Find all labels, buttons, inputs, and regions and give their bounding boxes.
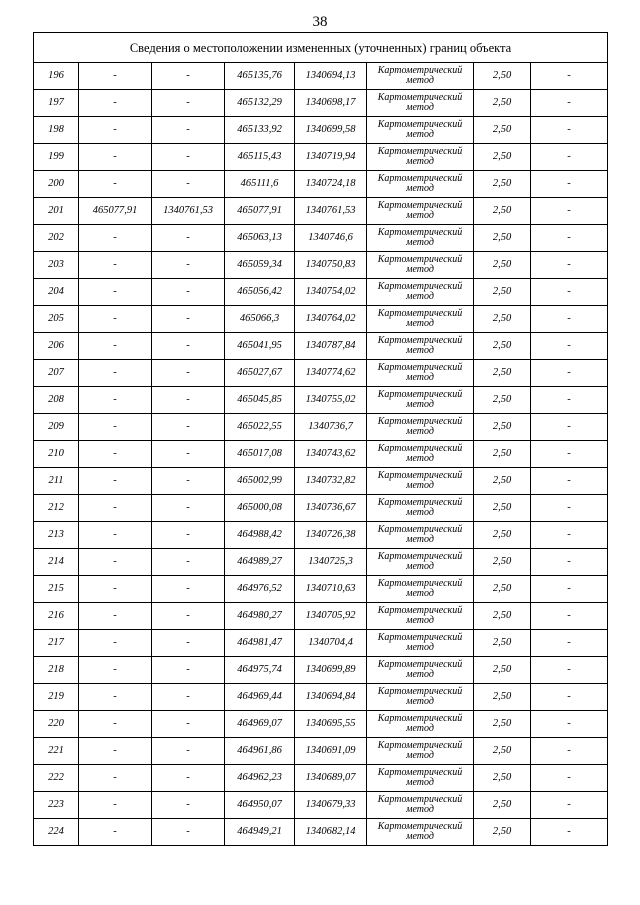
new-x-cell: 464962,23 [225, 765, 295, 792]
accuracy-cell: 2,50 [474, 792, 531, 819]
new-y-cell: 1340724,18 [295, 171, 367, 198]
new-y-cell: 1340698,17 [295, 90, 367, 117]
new-y-cell: 1340736,67 [295, 495, 367, 522]
new-x-cell: 465041,95 [225, 333, 295, 360]
old-x-cell: - [79, 765, 152, 792]
method-cell: Картометрический метод [367, 414, 474, 441]
method-cell: Картометрический метод [367, 279, 474, 306]
new-x-cell: 465132,29 [225, 90, 295, 117]
new-x-cell: 464989,27 [225, 549, 295, 576]
old-x-cell: 465077,91 [79, 198, 152, 225]
method-cell: Картометрический метод [367, 198, 474, 225]
point-number-cell: 220 [34, 711, 79, 738]
point-number-cell: 197 [34, 90, 79, 117]
description-cell: - [531, 306, 608, 333]
new-x-cell: 464975,74 [225, 657, 295, 684]
table-caption-row [34, 33, 608, 63]
old-y-cell: - [152, 63, 225, 90]
point-number-cell: 217 [34, 630, 79, 657]
description-cell: - [531, 657, 608, 684]
table-row [34, 252, 608, 279]
accuracy-cell: 2,50 [474, 306, 531, 333]
accuracy-cell: 2,50 [474, 576, 531, 603]
method-cell: Картометрический метод [367, 684, 474, 711]
point-number-cell: 219 [34, 684, 79, 711]
new-x-cell: 465115,43 [225, 144, 295, 171]
old-x-cell: - [79, 414, 152, 441]
old-y-cell: - [152, 738, 225, 765]
point-number-cell: 224 [34, 819, 79, 846]
description-cell: - [531, 144, 608, 171]
new-x-cell: 465000,08 [225, 495, 295, 522]
new-x-cell: 464980,27 [225, 603, 295, 630]
table-row [34, 738, 608, 765]
old-x-cell: - [79, 738, 152, 765]
old-x-cell: - [79, 603, 152, 630]
point-number-cell: 214 [34, 549, 79, 576]
accuracy-cell: 2,50 [474, 738, 531, 765]
old-y-cell: - [152, 414, 225, 441]
new-y-cell: 1340691,09 [295, 738, 367, 765]
new-x-cell: 465111,6 [225, 171, 295, 198]
accuracy-cell: 2,50 [474, 144, 531, 171]
method-cell: Картометрический метод [367, 90, 474, 117]
method-cell: Картометрический метод [367, 630, 474, 657]
point-number-cell: 208 [34, 387, 79, 414]
boundary-coordinates-table [33, 32, 608, 846]
method-cell: Картометрический метод [367, 252, 474, 279]
old-x-cell: - [79, 819, 152, 846]
new-y-cell: 1340732,82 [295, 468, 367, 495]
new-y-cell: 1340750,83 [295, 252, 367, 279]
new-y-cell: 1340725,3 [295, 549, 367, 576]
table-row [34, 603, 608, 630]
method-cell: Картометрический метод [367, 63, 474, 90]
point-number-cell: 216 [34, 603, 79, 630]
description-cell: - [531, 576, 608, 603]
old-x-cell: - [79, 144, 152, 171]
table-row [34, 414, 608, 441]
point-number-cell: 203 [34, 252, 79, 279]
old-y-cell: - [152, 387, 225, 414]
new-y-cell: 1340689,07 [295, 765, 367, 792]
method-cell: Картометрический метод [367, 333, 474, 360]
accuracy-cell: 2,50 [474, 441, 531, 468]
old-y-cell: - [152, 576, 225, 603]
description-cell: - [531, 414, 608, 441]
old-x-cell: - [79, 792, 152, 819]
point-number-cell: 221 [34, 738, 79, 765]
old-y-cell: - [152, 495, 225, 522]
point-number-cell: 211 [34, 468, 79, 495]
description-cell: - [531, 387, 608, 414]
point-number-cell: 207 [34, 360, 79, 387]
new-y-cell: 1340754,02 [295, 279, 367, 306]
accuracy-cell: 2,50 [474, 117, 531, 144]
new-x-cell: 464950,07 [225, 792, 295, 819]
description-cell: - [531, 225, 608, 252]
accuracy-cell: 2,50 [474, 198, 531, 225]
method-cell: Картометрический метод [367, 441, 474, 468]
method-cell: Картометрический метод [367, 225, 474, 252]
accuracy-cell: 2,50 [474, 468, 531, 495]
accuracy-cell: 2,50 [474, 684, 531, 711]
new-x-cell: 465017,08 [225, 441, 295, 468]
point-number-cell: 210 [34, 441, 79, 468]
description-cell: - [531, 765, 608, 792]
description-cell: - [531, 549, 608, 576]
old-y-cell: - [152, 819, 225, 846]
description-cell: - [531, 792, 608, 819]
table-row [34, 630, 608, 657]
point-number-cell: 204 [34, 279, 79, 306]
old-x-cell: - [79, 441, 152, 468]
new-x-cell: 464949,21 [225, 819, 295, 846]
method-cell: Картометрический метод [367, 171, 474, 198]
table-row [34, 63, 608, 90]
table-row [34, 657, 608, 684]
accuracy-cell: 2,50 [474, 90, 531, 117]
description-cell: - [531, 684, 608, 711]
old-x-cell: - [79, 171, 152, 198]
accuracy-cell: 2,50 [474, 279, 531, 306]
description-cell: - [531, 441, 608, 468]
accuracy-cell: 2,50 [474, 657, 531, 684]
accuracy-cell: 2,50 [474, 333, 531, 360]
new-y-cell: 1340736,7 [295, 414, 367, 441]
new-y-cell: 1340746,6 [295, 225, 367, 252]
accuracy-cell: 2,50 [474, 522, 531, 549]
old-y-cell: - [152, 657, 225, 684]
table-row [34, 333, 608, 360]
new-y-cell: 1340699,58 [295, 117, 367, 144]
accuracy-cell: 2,50 [474, 387, 531, 414]
description-cell: - [531, 495, 608, 522]
accuracy-cell: 2,50 [474, 765, 531, 792]
old-x-cell: - [79, 549, 152, 576]
method-cell: Картометрический метод [367, 738, 474, 765]
table-row [34, 522, 608, 549]
point-number-cell: 205 [34, 306, 79, 333]
description-cell: - [531, 522, 608, 549]
accuracy-cell: 2,50 [474, 414, 531, 441]
new-y-cell: 1340699,89 [295, 657, 367, 684]
accuracy-cell: 2,50 [474, 711, 531, 738]
old-y-cell: - [152, 792, 225, 819]
new-x-cell: 464969,07 [225, 711, 295, 738]
new-x-cell: 465066,3 [225, 306, 295, 333]
old-y-cell: 1340761,53 [152, 198, 225, 225]
table-row [34, 792, 608, 819]
new-x-cell: 465022,55 [225, 414, 295, 441]
new-y-cell: 1340682,14 [295, 819, 367, 846]
description-cell: - [531, 360, 608, 387]
accuracy-cell: 2,50 [474, 225, 531, 252]
method-cell: Картометрический метод [367, 144, 474, 171]
table-row [34, 117, 608, 144]
new-y-cell: 1340764,02 [295, 306, 367, 333]
method-cell: Картометрический метод [367, 495, 474, 522]
point-number-cell: 213 [34, 522, 79, 549]
accuracy-cell: 2,50 [474, 495, 531, 522]
table-row [34, 360, 608, 387]
point-number-cell: 206 [34, 333, 79, 360]
new-y-cell: 1340755,02 [295, 387, 367, 414]
new-y-cell: 1340719,94 [295, 144, 367, 171]
point-number-cell: 196 [34, 63, 79, 90]
description-cell: - [531, 603, 608, 630]
old-x-cell: - [79, 360, 152, 387]
old-y-cell: - [152, 279, 225, 306]
old-x-cell: - [79, 225, 152, 252]
accuracy-cell: 2,50 [474, 549, 531, 576]
old-y-cell: - [152, 522, 225, 549]
description-cell: - [531, 90, 608, 117]
table-row [34, 441, 608, 468]
new-y-cell: 1340679,33 [295, 792, 367, 819]
new-x-cell: 465133,92 [225, 117, 295, 144]
new-x-cell: 465063,13 [225, 225, 295, 252]
accuracy-cell: 2,50 [474, 360, 531, 387]
description-cell: - [531, 252, 608, 279]
old-x-cell: - [79, 63, 152, 90]
point-number-cell: 212 [34, 495, 79, 522]
old-y-cell: - [152, 468, 225, 495]
method-cell: Картометрический метод [367, 711, 474, 738]
description-cell: - [531, 819, 608, 846]
description-cell: - [531, 711, 608, 738]
table-row [34, 819, 608, 846]
page-number: 38 [312, 14, 328, 30]
table-row [34, 468, 608, 495]
new-x-cell: 465027,67 [225, 360, 295, 387]
method-cell: Картометрический метод [367, 306, 474, 333]
new-y-cell: 1340743,62 [295, 441, 367, 468]
description-cell: - [531, 738, 608, 765]
new-y-cell: 1340704,4 [295, 630, 367, 657]
table-row [34, 684, 608, 711]
method-cell: Картометрический метод [367, 387, 474, 414]
old-y-cell: - [152, 630, 225, 657]
method-cell: Картометрический метод [367, 603, 474, 630]
table-row [34, 576, 608, 603]
old-y-cell: - [152, 333, 225, 360]
old-x-cell: - [79, 279, 152, 306]
description-cell: - [531, 333, 608, 360]
old-x-cell: - [79, 630, 152, 657]
new-x-cell: 465045,85 [225, 387, 295, 414]
description-cell: - [531, 171, 608, 198]
new-y-cell: 1340787,84 [295, 333, 367, 360]
old-y-cell: - [152, 171, 225, 198]
new-x-cell: 465135,76 [225, 63, 295, 90]
method-cell: Картометрический метод [367, 360, 474, 387]
table-row [34, 306, 608, 333]
new-x-cell: 464981,47 [225, 630, 295, 657]
point-number-cell: 201 [34, 198, 79, 225]
table-row [34, 171, 608, 198]
old-y-cell: - [152, 765, 225, 792]
old-y-cell: - [152, 360, 225, 387]
accuracy-cell: 2,50 [474, 630, 531, 657]
method-cell: Картометрический метод [367, 468, 474, 495]
new-y-cell: 1340710,63 [295, 576, 367, 603]
method-cell: Картометрический метод [367, 657, 474, 684]
table-row [34, 144, 608, 171]
description-cell: - [531, 198, 608, 225]
method-cell: Картометрический метод [367, 576, 474, 603]
table-caption: Сведения о местоположении измененных (уточненных) границ объекта [34, 33, 608, 63]
old-y-cell: - [152, 684, 225, 711]
old-y-cell: - [152, 711, 225, 738]
old-x-cell: - [79, 522, 152, 549]
description-cell: - [531, 63, 608, 90]
old-x-cell: - [79, 387, 152, 414]
old-y-cell: - [152, 225, 225, 252]
table-row [34, 549, 608, 576]
new-x-cell: 465059,34 [225, 252, 295, 279]
old-x-cell: - [79, 657, 152, 684]
old-x-cell: - [79, 576, 152, 603]
old-y-cell: - [152, 252, 225, 279]
method-cell: Картометрический метод [367, 819, 474, 846]
old-x-cell: - [79, 252, 152, 279]
old-x-cell: - [79, 117, 152, 144]
new-y-cell: 1340694,13 [295, 63, 367, 90]
old-y-cell: - [152, 441, 225, 468]
new-x-cell: 464976,52 [225, 576, 295, 603]
point-number-cell: 222 [34, 765, 79, 792]
description-cell: - [531, 117, 608, 144]
point-number-cell: 215 [34, 576, 79, 603]
old-x-cell: - [79, 90, 152, 117]
method-cell: Картометрический метод [367, 117, 474, 144]
point-number-cell: 202 [34, 225, 79, 252]
accuracy-cell: 2,50 [474, 63, 531, 90]
description-cell: - [531, 630, 608, 657]
old-x-cell: - [79, 306, 152, 333]
table-row [34, 387, 608, 414]
old-y-cell: - [152, 144, 225, 171]
old-x-cell: - [79, 711, 152, 738]
old-y-cell: - [152, 117, 225, 144]
method-cell: Картометрический метод [367, 549, 474, 576]
point-number-cell: 209 [34, 414, 79, 441]
old-y-cell: - [152, 603, 225, 630]
description-cell: - [531, 279, 608, 306]
old-x-cell: - [79, 495, 152, 522]
old-y-cell: - [152, 306, 225, 333]
point-number-cell: 200 [34, 171, 79, 198]
point-number-cell: 223 [34, 792, 79, 819]
old-x-cell: - [79, 333, 152, 360]
old-x-cell: - [79, 468, 152, 495]
accuracy-cell: 2,50 [474, 252, 531, 279]
point-number-cell: 198 [34, 117, 79, 144]
accuracy-cell: 2,50 [474, 819, 531, 846]
new-y-cell: 1340726,38 [295, 522, 367, 549]
new-x-cell: 465002,99 [225, 468, 295, 495]
table-row [34, 90, 608, 117]
old-y-cell: - [152, 549, 225, 576]
new-x-cell: 464961,86 [225, 738, 295, 765]
accuracy-cell: 2,50 [474, 603, 531, 630]
new-x-cell: 465077,91 [225, 198, 295, 225]
method-cell: Картометрический метод [367, 522, 474, 549]
new-x-cell: 464988,42 [225, 522, 295, 549]
table-body [34, 33, 608, 846]
point-number-cell: 199 [34, 144, 79, 171]
old-x-cell: - [79, 684, 152, 711]
old-y-cell: - [152, 90, 225, 117]
description-cell: - [531, 468, 608, 495]
new-x-cell: 464969,44 [225, 684, 295, 711]
table-row [34, 279, 608, 306]
new-y-cell: 1340694,84 [295, 684, 367, 711]
new-x-cell: 465056,42 [225, 279, 295, 306]
new-y-cell: 1340705,92 [295, 603, 367, 630]
point-number-cell: 218 [34, 657, 79, 684]
table-row [34, 225, 608, 252]
new-y-cell: 1340695,55 [295, 711, 367, 738]
table-row [34, 495, 608, 522]
table-row [34, 198, 608, 225]
accuracy-cell: 2,50 [474, 171, 531, 198]
table-row [34, 765, 608, 792]
method-cell: Картометрический метод [367, 792, 474, 819]
table-row [34, 711, 608, 738]
new-y-cell: 1340761,53 [295, 198, 367, 225]
new-y-cell: 1340774,62 [295, 360, 367, 387]
method-cell: Картометрический метод [367, 765, 474, 792]
